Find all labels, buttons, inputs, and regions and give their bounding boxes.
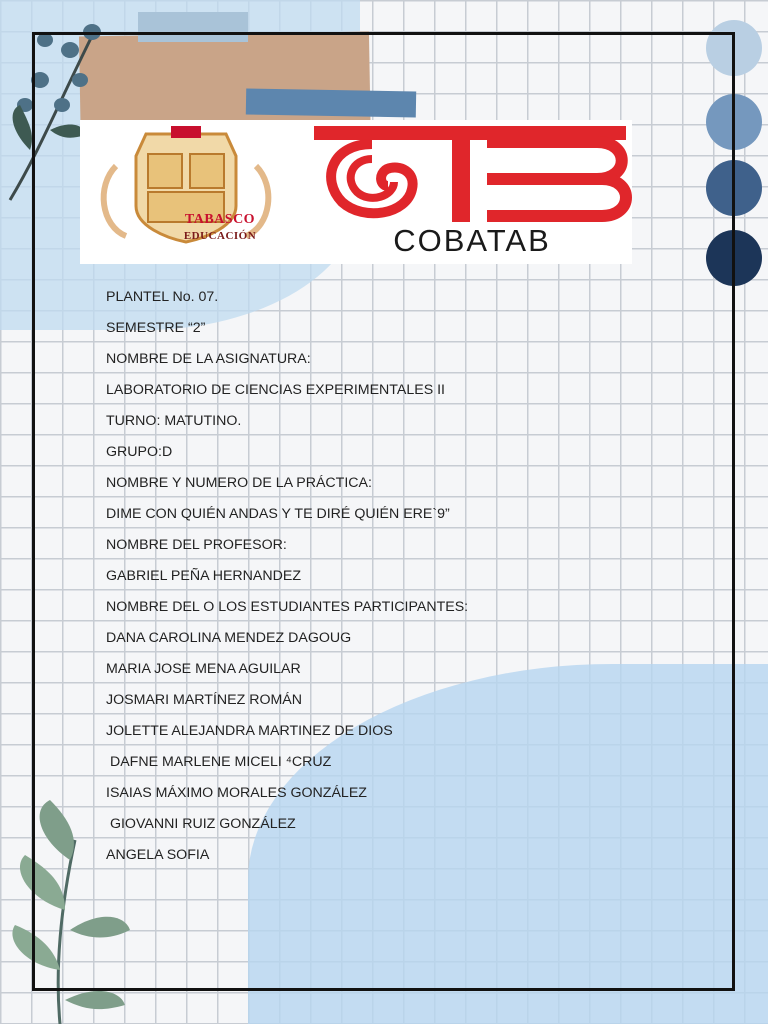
turno-line: TURNO: MATUTINO. bbox=[106, 413, 242, 429]
profesor-value: GABRIEL PEÑA HERNANDEZ bbox=[106, 568, 301, 584]
header-logos bbox=[80, 120, 632, 264]
semestre-line: SEMESTRE “2” bbox=[106, 320, 206, 336]
student-name: JOLETTE ALEJANDRA MARTINEZ DE DIOS bbox=[106, 723, 393, 739]
student-name: JOSMARI MARTÍNEZ ROMÁN bbox=[106, 692, 303, 708]
estudiantes-label: NOMBRE DEL O LOS ESTUDIANTES PARTICIPANTES: bbox=[106, 599, 469, 615]
plantel-line: PLANTEL No. 07. bbox=[106, 289, 219, 305]
tabasco-logo-text: TABASCO bbox=[184, 212, 256, 227]
asignatura-value: LABORATORIO DE CIENCIAS EXPERIMENTALES II bbox=[106, 382, 446, 398]
profesor-label: NOMBRE DEL PROFESOR: bbox=[106, 537, 287, 553]
student-name: MARIA JOSE MENA AGUILAR bbox=[106, 661, 301, 677]
practica-label: NOMBRE Y NUMERO DE LA PRÁCTICA: bbox=[106, 475, 372, 491]
student-name: ISAIAS MÁXIMO MORALES GONZÁLEZ bbox=[106, 785, 367, 801]
cobatab-logo-text: COBATAB bbox=[393, 223, 551, 258]
student-name: DANA CAROLINA MENDEZ DAGOUG bbox=[106, 630, 352, 646]
grupo-line: GRUPO:D bbox=[106, 444, 173, 460]
cobatab-logo-icon bbox=[312, 124, 632, 224]
educacion-logo-text: EDUCACIÓN bbox=[183, 230, 257, 242]
practica-value: DIME CON QUIÉN ANDAS Y TE DIRÉ QUIÉN ERE`9” bbox=[106, 506, 450, 522]
asignatura-label: NOMBRE DE LA ASIGNATURA: bbox=[106, 351, 311, 367]
student-name: ANGELA SOFIA bbox=[106, 847, 210, 863]
student-name: DAFNE MARLENE MICELI ⁴CRUZ bbox=[106, 754, 332, 770]
document-body bbox=[106, 289, 468, 878]
student-name: GIOVANNI RUIZ GONZÁLEZ bbox=[106, 816, 296, 832]
